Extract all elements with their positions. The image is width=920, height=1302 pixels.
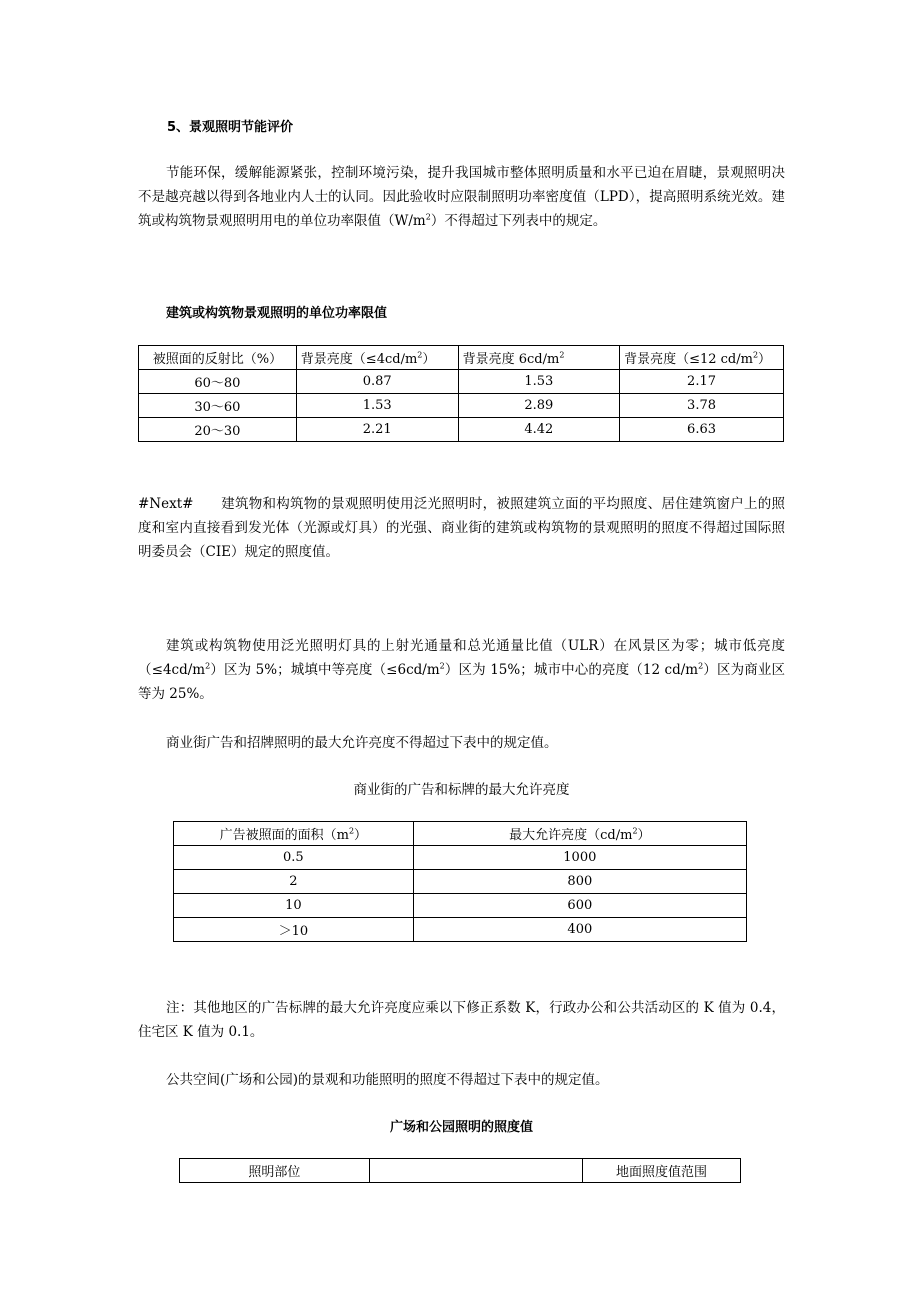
- table-cell: 2.17: [620, 370, 784, 394]
- table-row: [174, 918, 747, 942]
- table-row: [174, 846, 747, 870]
- header-cell: 被照面的反射比（%）: [139, 346, 297, 370]
- header-cell: 背景亮度（≤12 $cd/m^2$）: [620, 346, 784, 370]
- table-cell: 2.89: [458, 394, 619, 418]
- table-cell: 4.42: [458, 418, 619, 442]
- table-row: [139, 418, 784, 442]
- table2-title: 商业街的广告和标牌的最大允许亮度: [353, 782, 570, 798]
- table-header-row: [174, 822, 747, 846]
- table-cell: 1.53: [458, 370, 619, 394]
- plaza-illuminance-table: [179, 1158, 741, 1183]
- table-cell: 1.53: [296, 394, 458, 418]
- header-cell: 广告被照面的面积$(m^2)$: [174, 822, 414, 846]
- table-cell: 20～30: [139, 418, 297, 442]
- table-cell: 0.87: [296, 370, 458, 394]
- table-cell: 10: [174, 894, 414, 918]
- paragraph-ulr: 建筑或构筑物使用泛光照明灯具的上射光通量和总光通量比值（ULR）在风景区为零；城市低亮度$(\le 4cd/m^2)$区为 5%；城填中等亮度$(\le 6cd/m^2)$区为 15%；城市中心的亮度（12 $cd/m^2$）区为商业区等为 25%。: [138, 638, 786, 702]
- power-limit-table: [138, 345, 784, 442]
- table-cell: 600: [413, 894, 746, 918]
- sign-luminance-table: [173, 821, 747, 942]
- table-row: [174, 894, 747, 918]
- table-row: [174, 870, 747, 894]
- table1-title: 建筑或构筑物景观照明的单位功率限值: [166, 306, 388, 321]
- paragraph-advertising: 商业街广告和招牌照明的最大允许亮度不得超过下表中的规定值。: [166, 735, 558, 751]
- table-cell: 2: [174, 870, 414, 894]
- table-cell: 60～80: [139, 370, 297, 394]
- table-header-row: [139, 346, 784, 370]
- table-cell: ＞10: [174, 918, 414, 942]
- table-cell: 30～60: [139, 394, 297, 418]
- table-cell: 1000: [413, 846, 746, 870]
- header-cell: 照明部位: [180, 1159, 370, 1183]
- table-cell: 400: [413, 918, 746, 942]
- paragraph-note: 注：其他地区的广告标牌的最大允许亮度应乘以下修正系数 K，行政办公和公共活动区的 K 值为 0.4，住宅区 K 值为 0.1。: [138, 1000, 785, 1040]
- table-cell: 2.21: [296, 418, 458, 442]
- paragraph-floodlight: #Next# 建筑物和构筑物的景观照明使用泛光照明时，被照建筑立面的平均照度、居住建筑窗户上的照度和室内直接看到发光体（光源或灯具）的光强、商业街的建筑或构筑物的景观照明的照度不得超过国际照明委员会（CIE）规定的照度值。: [138, 496, 785, 560]
- header-cell: 背景亮度$(\le 4cd/m^2)$: [296, 346, 458, 370]
- table-header-row: [180, 1159, 741, 1183]
- paragraph-lpd: 节能环保，缓解能源紧张，控制环境污染，提升我国城市整体照明质量和水平已迫在眉睫，景观照明决不是越亮越以得到各地业内人士的认同。因此验收时应限制照明功率密度值（LPD），提高照明系统光效。建筑或构筑物景观照明用电的单位功率限值$(W/m^2)$不得超过下列表中的规定。: [138, 165, 785, 229]
- paragraph-public-space: 公共空间(广场和公园)的景观和功能照明的照度不得超过下表中的规定值。: [166, 1072, 609, 1088]
- header-cell: 背景亮度 $6cd/m^2$: [458, 346, 619, 370]
- table3-title: 广场和公园照明的照度值: [389, 1120, 533, 1135]
- section-heading: 5、景观照明节能评价: [167, 120, 294, 135]
- header-cell: [369, 1159, 582, 1183]
- table-cell: 0.5: [174, 846, 414, 870]
- table-row: [139, 370, 784, 394]
- table-row: [139, 394, 784, 418]
- table-cell: 800: [413, 870, 746, 894]
- header-cell: 最大允许亮度$(cd/m^2)$: [413, 822, 746, 846]
- table-cell: 6.63: [620, 418, 784, 442]
- header-cell: 地面照度值范围: [583, 1159, 741, 1183]
- table-cell: 3.78: [620, 394, 784, 418]
